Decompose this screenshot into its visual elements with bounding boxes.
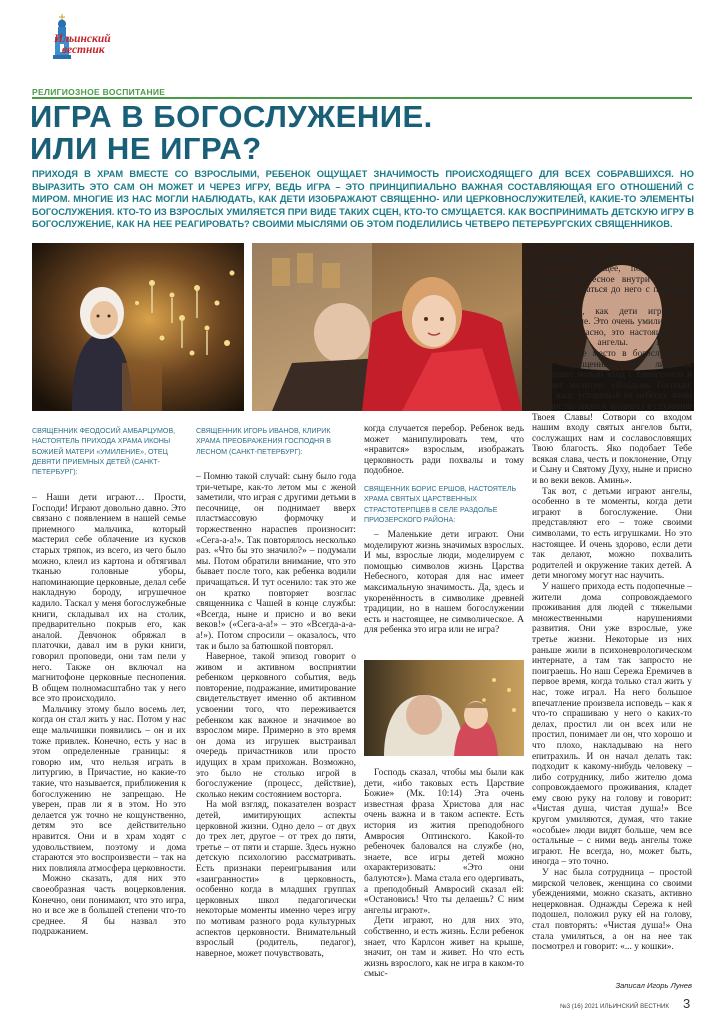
col4-paragraph: ле? Где различие между игрой и настоящим? Что такое настоящее? Как туда, в настоящее, попасть нам? Царствие Небесное внутри нас, мы можем добираться до него с помощью символов.: [532, 243, 692, 306]
article-column-1: [32, 493, 186, 938]
article-column-3-c: [364, 768, 524, 980]
article-column-3-b: [364, 530, 524, 636]
caption-feodosy: СВЯЩЕННИК ФЕОДОСИЙ АМБАРЦУМОВ, НАСТОЯТЕЛЬ ПРИХОДА ХРАМА ИКОНЫ БОЖИЕЙ МАТЕРИ «УМИЛЕНИЕ», ОТЕЦ ДЕВЯТИ ПРИЕМНЫХ ДЕТЕЙ (САНКТ-ПЕТЕРБУРГ):: [32, 427, 176, 477]
col4-paragraph: Я видел, как дети играют в богослужение. Это очень умилительно, чисто, прекрасно, это настоящее. Им сослужат ангелы. Помните удивительное место в богослужении, когда священник на литургии совершает малый вход с Евангелием и говорит молитву: «Владыко Господи, Боже наш, уставивый на небесех чины и воинства ангел и архангел в служение Твоея Славы! Сотвори со входом нашим входу святых ангелов быти, сослужащих нам и сославословящих Твою благость. Яко подобает Тебе всякая слава, честь и поклонение, Отцу и Сыну и Святому Духу, ныне и присно и во веки веков. Аминь».: [532, 306, 692, 487]
col3-paragraph: – Маленькие дети играют. Они моделируют жизнь значимых взрослых. И мы, взрослые люди, моделируем с помощью символов жизнь Царства Небесного, которая для нас имеет максимальную значимость. Да, здесь и укоренённость в символике древней традиции, но в нашем богослужении есть и настоящее, не символическое. А для ребенка это игра или не игра?: [364, 530, 524, 636]
col4-paragraph: Так вот, с детьми играют ангелы, особенно в те моменты, когда дети играют в богослужение. Они представляют его – тоже своими символами, то есть игрушками. Но это настоящее. И очень здорово, если дети так делают, можно похвалить родителей и окружение таких детей. А дети многому могут нас научить.: [532, 486, 692, 582]
author-signature: Записал Игорь Лунев: [615, 981, 692, 990]
logo-wordmark: [54, 34, 111, 56]
title-line-2: ИЛИ НЕ ИГРА?: [30, 131, 262, 166]
col3-paragraph: когда случается перебор. Ребенок ведь может манипулировать тем, что «нравится» взрослым, изображать церковность ради похвалы и тому подобное.: [364, 424, 524, 477]
caption-igor: СВЯЩЕННИК ИГОРЬ ИВАНОВ, КЛИРИК ХРАМА ПРЕОБРАЖЕНИЯ ГОСПОДНЯ В ЛЕСНОМ (САНКТ-ПЕТЕРБУРГ):: [196, 427, 331, 456]
page-number: 3: [683, 996, 691, 1011]
col1-paragraph: Мальчику этому было восемь лет, когда он стал жить у нас. Потом у нас еще мальчишки появились – он и их тоже привлек. Конечно, есть у нас в этом определенные границы: я говорю им, что нельзя играть в литургию, в Причастие, но какие-то такие, что называется, приближения к богослужению не запрещаю. Не уверен, прав ли я в этом. Но это делается уж точно не кощунственно, детям это все действительно нравится. Они и в храм ходят с удовольствием, поэтому и дома стараются это воспроизвести – так на них повлияла атмосфера церковности.: [32, 704, 186, 874]
page-title: [30, 101, 690, 165]
article-column-4: [532, 243, 692, 953]
col3-paragraph: Дети играют, но для них это, собственно, и есть жизнь. Если ребенок знает, что Карлсон живет на крыше, значит, он там и живет. Но что есть жизнь взрослого, как не игра в каком-то смыс-: [364, 916, 524, 980]
caption-boris: СВЯЩЕННИК БОРИС ЕРШОВ, НАСТОЯТЕЛЬ ХРАМА СВЯТЫХ ЦАРСТВЕННЫХ СТРАСТОТЕРПЦЕВ В СЕЛЕ РАЗДОЛЬЕ ПРИОЗЕРСКОГО РАЙОНА:: [364, 485, 517, 524]
section-label: РЕЛИГИОЗНОЕ ВОСПИТАНИЕ: [32, 87, 166, 97]
article-column-3: [364, 424, 524, 477]
logo: [34, 14, 114, 72]
logo-line-1: Ильинский: [54, 33, 111, 45]
col1-paragraph: – Наши дети играют… Прости, Господи! Играют довольно давно. Это связано с появлением в нашей семье приемного мальчика, который мастерил себе облачение из кусков старых тряпок, из всего, из чего было можно, клеил из картона и обтягивал тканью головные уборы, напоминающие церковные, делал себе накладную бороду, игрушечное кадило. Таскал у меня богослужебные книги, складывал их на столик, предварительно покрыв его, как аналой. Девчонок обряжал в платочки, давал им в руки книги, говорил проповеди, они там пели у него. Также он включал на магнитофоне церковные песнопения. В общем полномасштабно так у него все это происходило.: [32, 493, 186, 705]
col2-paragraph: Наверное, такой эпизод говорит о живом и активном восприятии ребенком церковного события, ведь повторение, подражание, имитирование свидетельствует именно об активном усвоении того, что переживается ребенком как важное и значимое во взрослом мире. Примерно в это время он дома из игрушек выстраивал очередь причастников или просто идущих в храм прихожан. Возможно, это было не столько игрой в богослужение (процесс, действие), сколько неким состоянием восторга.: [196, 652, 356, 800]
lead-paragraph: ПРИХОДЯ В ХРАМ ВМЕСТЕ СО ВЗРОСЛЫМИ, РЕБЕНОК ОЩУЩАЕТ ЗНАЧИМОСТЬ ПРОИСХОДЯЩЕГО ДЛЯ ВСЕХ СОБРАВШИХСЯ. НО ВЫРАЗИТЬ ЭТО САМ ОН МОЖЕТ И ЧЕРЕЗ ИГРУ, ВЕДЬ ИГРА – ЭТО ПРИНЦИПИАЛЬНО ВАЖНАЯ СОСТАВЛЯЮЩАЯ ЕГО ОТНОШЕНИЙ С МИРОМ. МНОГИЕ ИЗ НАС МОГЛИ НАБЛЮДАТЬ, КАК ДЕТИ ИЗОБРАЖАЮТ СВЯЩЕННО- ИЛИ ЦЕРКОВНОСЛУЖИТЕЛЕЙ, КАКИЕ-ТО ЭЛЕМЕНТЫ БОГОСЛУЖЕНИЯ. КТО-ТО ИЗ ВЗРОСЛЫХ УМИЛЯЕТСЯ ПРИ ВИДЕ ТАКИХ СЦЕН, КТО-ТО СМУЩАЕТСЯ. КАК ВОСПРИНИМАТЬ ДЕТСКУЮ ИГРУ В БОГОСЛУЖЕНИЕ, КАК НА НЕЕ РЕАГИРОВАТЬ? СВОИМИ МЫСЛЯМИ ОБ ЭТОМ ПОДЕЛИЛИСЬ ЧЕТВЕРО ПЕТЕРБУРГСКИХ СВЯЩЕННИКОВ.: [32, 169, 694, 230]
article-column-2: [196, 472, 356, 959]
photo-girl-candles: [32, 243, 244, 411]
col2-paragraph: – Помню такой случай: сыну было года три-четыре, как-то летом мы с женой заметили, что играя с другими детьми в песочнице, он поднимает вверх пластмассовую формочку и торжественно нараспев произносит: «Сега-а-а!». Так повторялось несколько раз. «Что бы это значило?» – подумали мы. Потом обратили внимание, что это бывает после того, как ребенка водили причащаться. И тут осенило: так это же он кратко повторяет возглас священника с Чашей в конце службы: «Всегда, ныне и присно и во веки веков!» («Сега-а-а!» – это «Всегда-а-а-а!»). Потом спросили – оказалось, что так и было за батюшкой повторял.: [196, 472, 356, 652]
footer-issue: №3 (16) 2021 ИЛЬИНСКИЙ ВЕСТНИК: [560, 1003, 669, 1010]
col4-paragraph: У нас была сотрудница – простой мирской человек, женщина со своими убеждениями, можно сказать, активно нецерковная. Однажды Сережа к ней подошел, положил руку ей на голову, стал повторять: «Чистая душа!» Она стала умиляться, а он на нее так посмотрел и говорит: «... у кошки».: [532, 868, 692, 953]
col3-paragraph: Господь сказал, чтобы мы были как дети, «ибо таковых есть Царствие Божие» (Мк. 10:14) Эта очень известная фраза Христова для нас очень важна и в таком аспекте. Есть история из жития преподобного Амвросия Оптинского. Какой-то ребеночек баловался на службе (но, знаете, все игры детей можно охарактеризовать: «Это они балуются»). Мама стала его одергивать, а преподобный Амвросий сказал ей: «Остановись! Что ты делаешь? С ним ангелы играют».: [364, 768, 524, 916]
photo-elder-and-girl: [364, 660, 524, 756]
logo-line-2: вестник: [62, 44, 105, 56]
col1-paragraph: Можно сказать, для них это своеобразная часть воцерковления. Конечно, они понимают, что это игра, но и все же в большей степени что-то среднее. Я бы назвал это подражанием.: [32, 874, 186, 938]
col2-paragraph: На мой взгляд, показателен возраст детей, имитирующих аспекты церковной жизни. Одно дело – от двух до трех лет, другое – от трех до пяти, третье – от пяти и старше. Здесь нужно детскую психологию рассматривать. Есть признаки переигрывания или «заигранности» в церковность, особенно когда в младших группах церковных школ педагогически некоторые моменты именно через игру по мотивам разного рода культурных аспектов церковности. Внимательный взрослый (родитель, педагог), наверное, может почувствовать,: [196, 800, 356, 959]
col4-paragraph: У нашего прихода есть подопечные – жители дома сопровождаемого проживания для людей с тяжелыми множественными нарушениями развития. Они уже взрослые, уже третье жизни. Некоторые из них раньше жили в психоневрологическом интернате, а там так запросто не поиграешь. Но наш Сережа Еремичев в первое время, когда только стал жить у нас, тоже играл. На него большое впечатление произвела исповедь – как я что-то спрашиваю у него о каких-то делах, простил ли он всех или не простил, понимает ли он, что хорошо и что плохо, накладываю на него епитрахиль. И он начал делать так: подходит к какому-нибудь человеку – либо сотруднику, либо жителю дома сопровождаемого проживания, кладет ему свою руку на голову и говорит: «Чистая душа, чистая душа!» Все кругом умиляются, думая, что такие «особые» люди видят больше, чем все остальные – с ними ведь ангелы тоже играют. Не всегда, но, может быть, иногда – это точно.: [532, 582, 692, 868]
title-line-1: ИГРА В БОГОСЛУЖЕНИЕ.: [30, 99, 433, 134]
